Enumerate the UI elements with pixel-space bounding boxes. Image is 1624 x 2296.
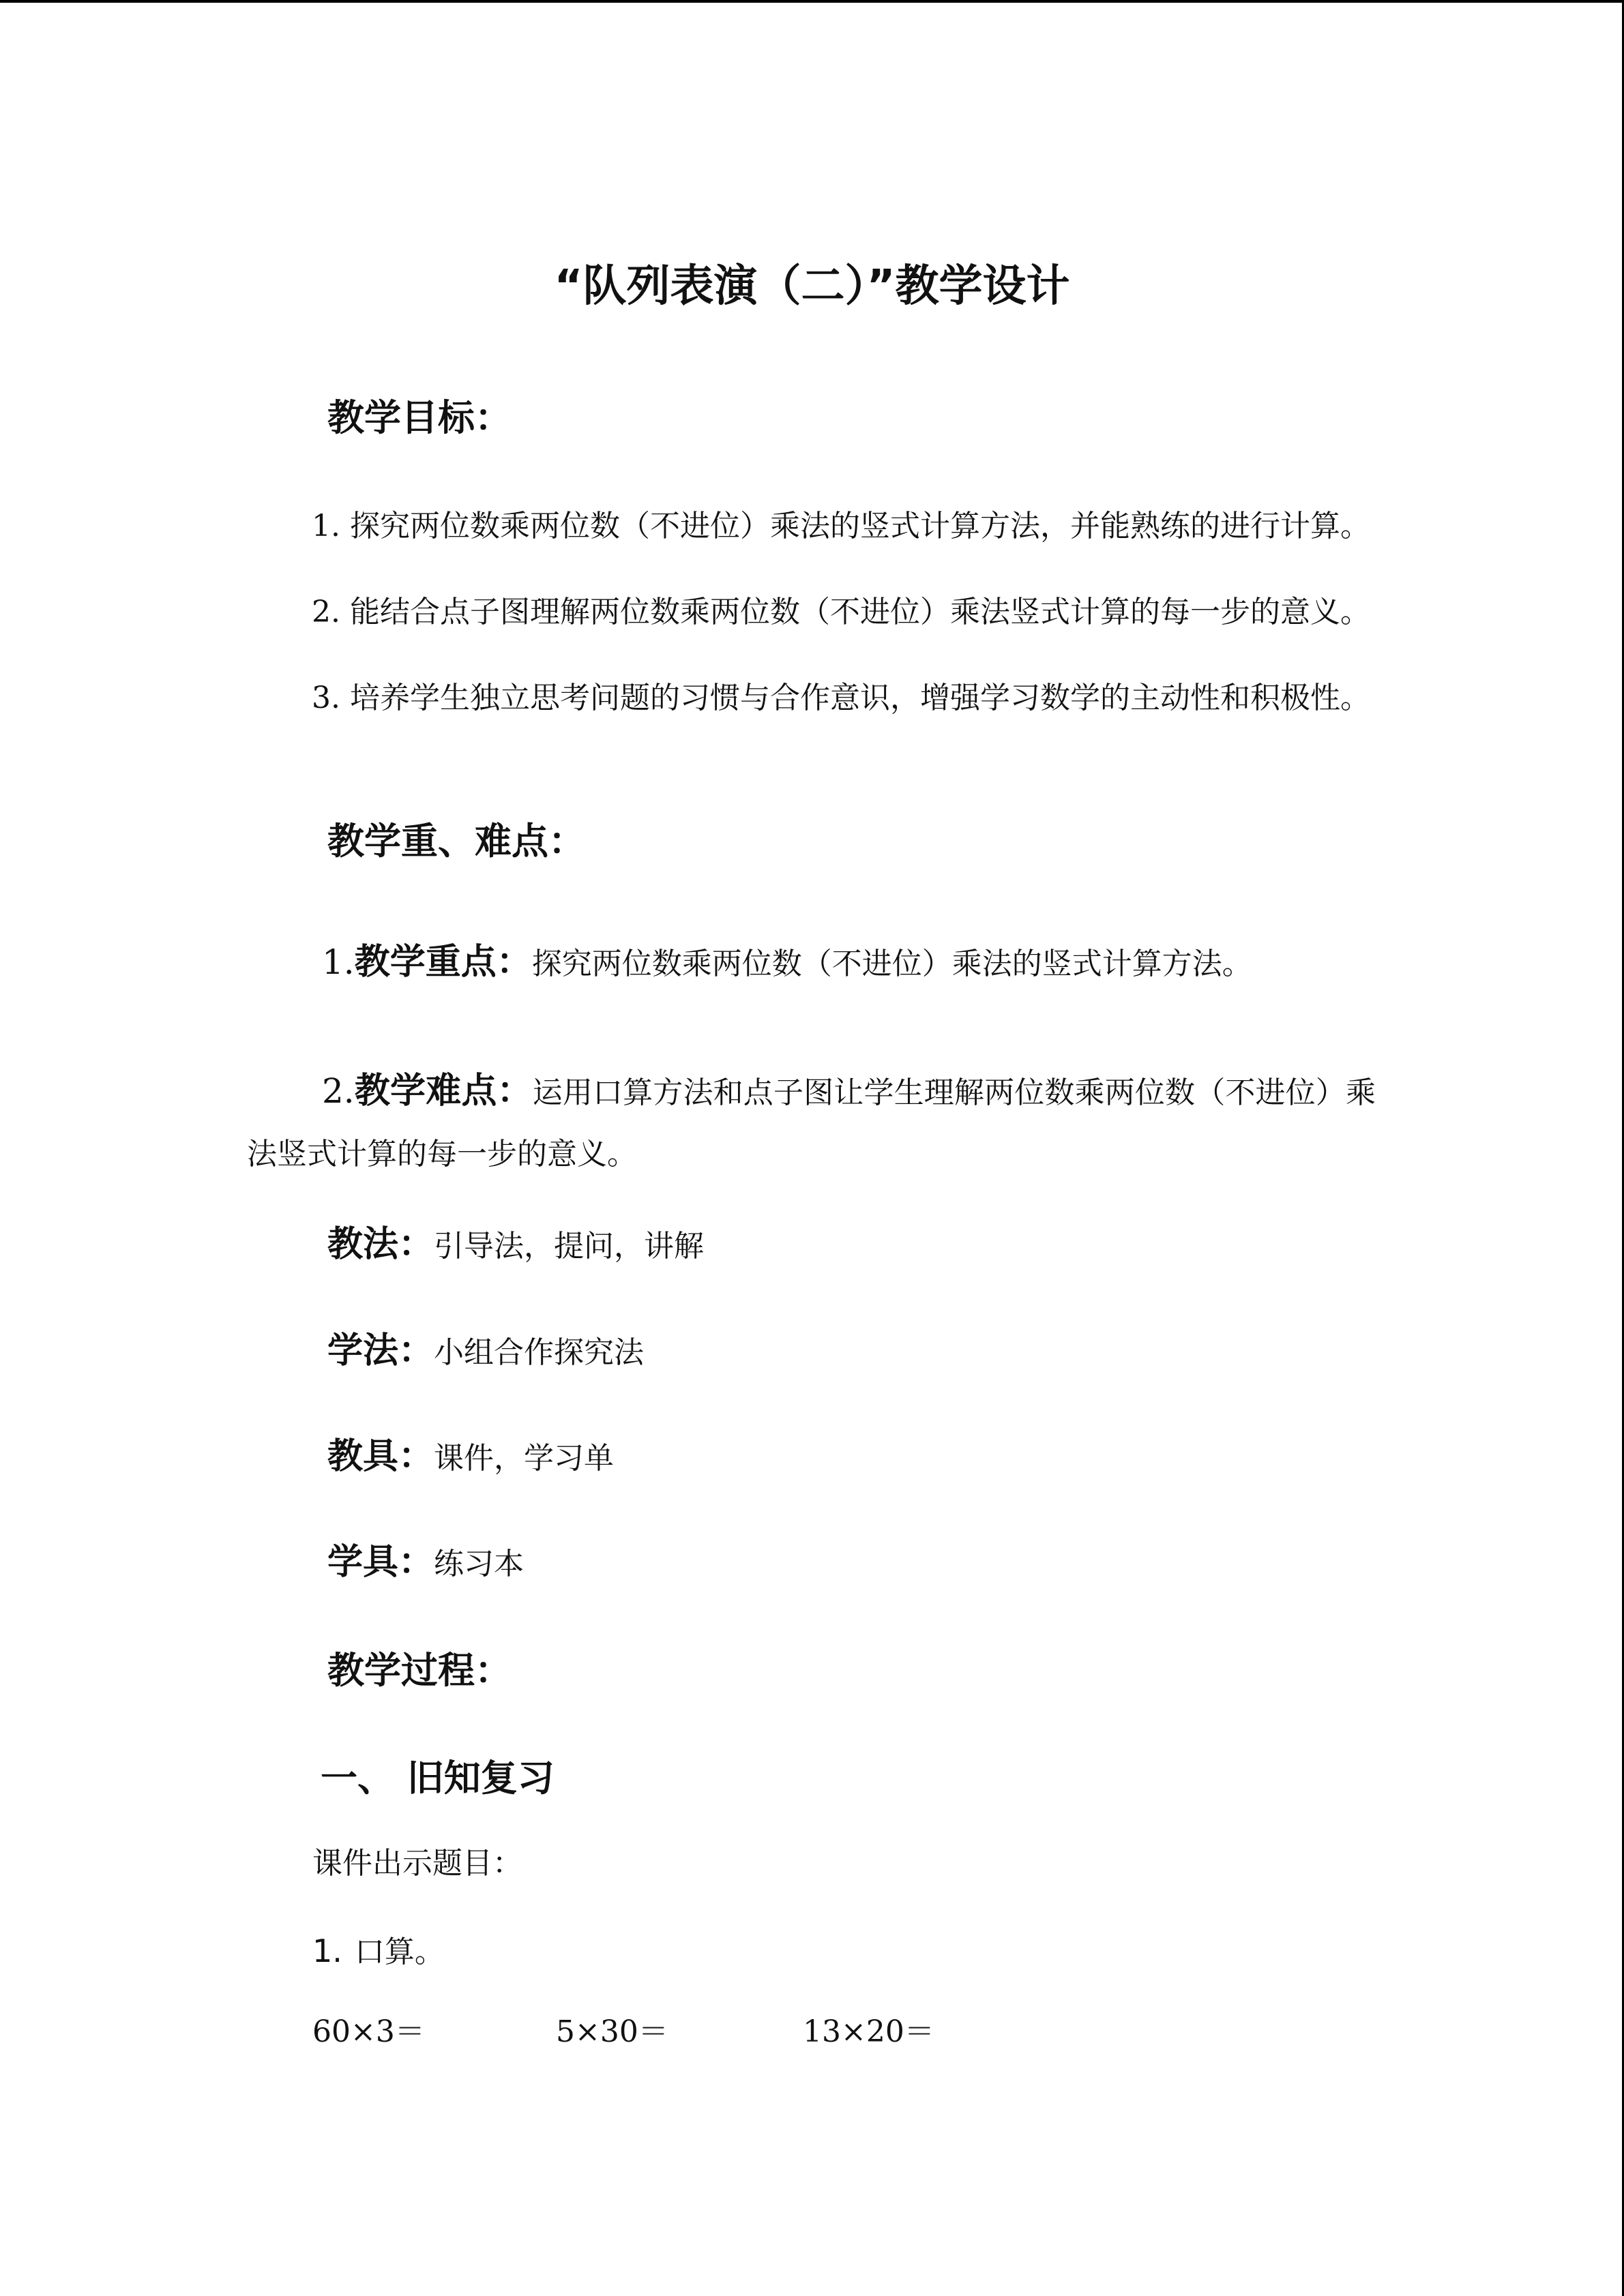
- difficulty-number: 2.: [322, 1071, 355, 1111]
- difficulty-paragraph: [247, 1060, 1376, 1185]
- page-top-border: [0, 0, 1624, 3]
- process-heading: 教学过程：: [327, 1649, 512, 1692]
- key-point-text: 探究两位数乘两位数（不进位）乘法的竖式计算方法。: [531, 946, 1252, 981]
- teaching-tools-label: 教具：: [327, 1436, 434, 1477]
- key-point-line: [322, 941, 1252, 985]
- document-title: “队列表演（二）”教学设计: [554, 261, 1070, 312]
- objective-item-1: 1. 探究两位数乘两位数（不进位）乘法的竖式计算方法，并能熟练的进行计算。: [312, 509, 1370, 543]
- objective-item-2: 2. 能结合点子图理解两位数乘两位数（不进位）乘法竖式计算的每一步的意义。: [312, 595, 1370, 629]
- section-one-heading: 一、 旧知复习: [321, 1757, 555, 1800]
- learning-tools-text: 练习本: [434, 1547, 525, 1581]
- key-point-number: 1.: [322, 942, 355, 982]
- calc-item-3: 13×20＝: [803, 2014, 934, 2049]
- calc-item-1: 60×3＝: [312, 2014, 425, 2049]
- objectives-heading: 教学目标：: [327, 396, 512, 439]
- teaching-tools-line: [327, 1435, 614, 1480]
- teaching-method-line: [327, 1223, 704, 1268]
- learning-tools-label: 学具：: [327, 1542, 434, 1583]
- question-one-label: 口算。: [354, 1935, 445, 1969]
- courseware-intro: 课件出示题目：: [312, 1846, 522, 1881]
- teaching-tools-text: 课件，学习单: [434, 1441, 615, 1476]
- calc-item-2: 5×30＝: [556, 2014, 668, 2049]
- learning-method-line: [327, 1330, 644, 1374]
- difficulty-text: 运用口算方法和点子图让学生理解两位数乘两位数（不进位）乘法竖式计算的每一步的意义。: [247, 1075, 1376, 1172]
- difficulty-label: 教学难点：: [354, 1071, 533, 1112]
- key-point-label: 教学重点：: [354, 942, 532, 983]
- learning-method-text: 小组合作探究法: [434, 1335, 645, 1370]
- teaching-method-label: 教法：: [327, 1224, 434, 1265]
- question-one-line: [312, 1930, 445, 1973]
- teaching-method-text: 引导法，提问，讲解: [434, 1229, 705, 1264]
- learning-tools-line: [327, 1541, 524, 1585]
- learning-method-label: 学法：: [327, 1330, 434, 1371]
- key-points-heading: 教学重、难点：: [327, 820, 585, 863]
- objective-item-3: 3. 培养学生独立思考问题的习惯与合作意识，增强学习数学的主动性和积极性。: [312, 681, 1370, 715]
- question-one-number: 1.: [312, 1933, 342, 1969]
